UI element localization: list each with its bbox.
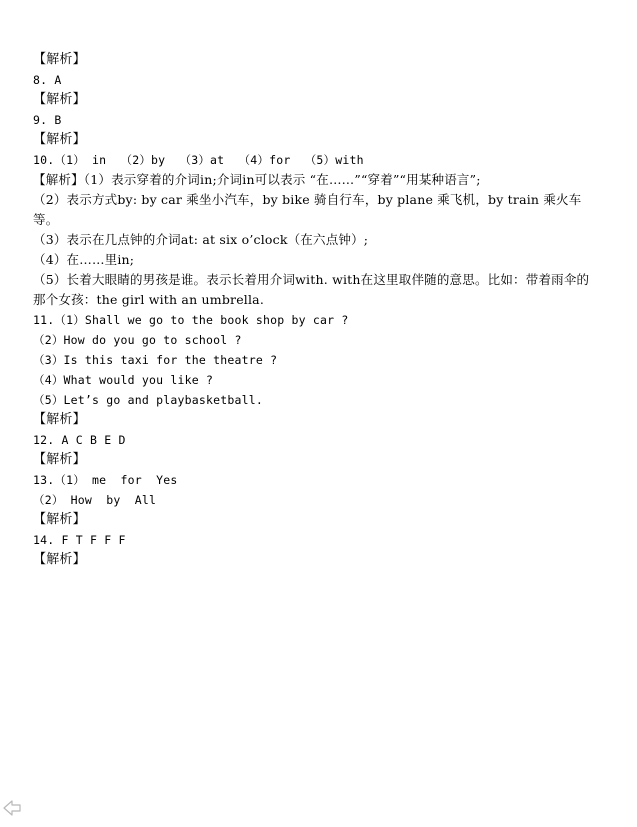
answer-line-11-3: （3）Is this taxi for the theatre ? bbox=[33, 353, 278, 367]
answer-line-11-4: （4）What would you like ? bbox=[33, 373, 214, 387]
answer-document bbox=[33, 50, 599, 570]
analysis-line-10-1: 【解析】（1）表示穿着的介词in;介词in可以表示 “在……”“穿着”“用某种语言”; bbox=[33, 172, 481, 187]
analysis-heading: 【解析】 bbox=[33, 552, 86, 567]
answer-line-14: 14. F T F F F bbox=[33, 533, 126, 547]
answer-line-13-1: 13.（1） me for Yes bbox=[33, 473, 178, 487]
answer-line-11-1: 11.（1）Shall we go to the book shop by car ? bbox=[33, 313, 349, 327]
answer-line-13-2: （2） How by All bbox=[33, 493, 157, 507]
analysis-heading: 【解析】 bbox=[33, 52, 86, 67]
analysis-line-10-2: （2）表示方式by: by car 乘坐小汽车，by bike 骑自行车，by plane 乘飞机，by train 乘火车等。 bbox=[33, 192, 582, 227]
analysis-line-10-4: （4）在……里in; bbox=[33, 252, 135, 267]
analysis-heading: 【解析】 bbox=[33, 92, 86, 107]
analysis-line-10-5: （5）长着大眼睛的男孩是谁。表示长着用介词with. with在这里取伴随的意思。比如：带着雨伞的那个女孩：the girl with an umbrella. bbox=[33, 272, 590, 307]
answer-line-8: 8. A bbox=[33, 73, 62, 87]
answer-line-10: 10.（1） in （2）by （3）at （4）for （5）with bbox=[33, 153, 364, 167]
answer-line-12: 12. A C B E D bbox=[33, 433, 126, 447]
back-arrow-icon[interactable] bbox=[3, 800, 21, 816]
analysis-line-10-3: （3）表示在几点钟的介词at: at six o’clock（在六点钟）; bbox=[33, 232, 369, 247]
analysis-heading: 【解析】 bbox=[33, 132, 86, 147]
analysis-heading: 【解析】 bbox=[33, 452, 86, 467]
analysis-heading: 【解析】 bbox=[33, 512, 86, 527]
analysis-heading: 【解析】 bbox=[33, 412, 86, 427]
answer-line-11-5: （5）Let’s go and playbasketball. bbox=[33, 393, 263, 407]
answer-line-11-2: （2）How do you go to school ? bbox=[33, 333, 242, 347]
answer-line-9: 9. B bbox=[33, 113, 62, 127]
